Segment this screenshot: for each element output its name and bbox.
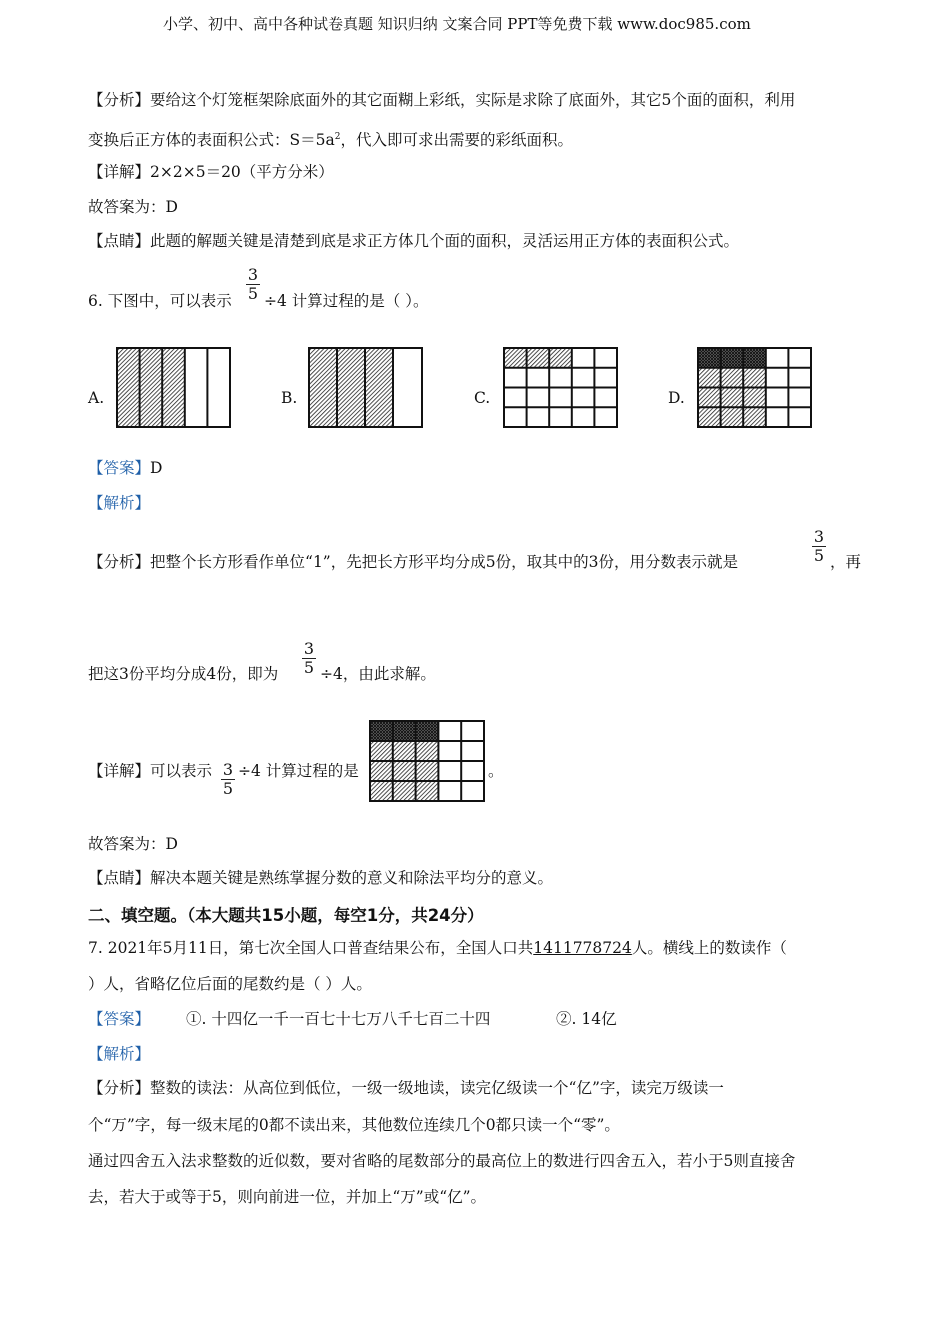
q6-analysis-fraction-2: $\frac{3}{5}$ (303, 639, 315, 677)
q7-analysis-4: 去，若大于或等于5，则向前进一位，并加上“万”或“亿”。 (88, 1188, 487, 1206)
q6-detail-fraction: $\frac{3}{5}$ (222, 760, 234, 798)
section-title: 二、填空题。（本大题共15小题，每空1分，共24分） (88, 906, 484, 925)
q5-answer-line: 故答案为：D (88, 198, 178, 216)
q6-fraction: $\frac{3}{5}$ (247, 265, 259, 303)
option-d-figure (697, 347, 813, 429)
q6-analysis-1: 【分析】把整个长方形看作单位“1”，先把长方形平均分成5份，取其中的3份，用分数表示就是 (88, 553, 738, 571)
q6-detail: 【详解】可以表示 (88, 762, 213, 780)
q6-prefix: 6. 下图中，可以表示 (88, 292, 232, 310)
q6-analysis-2: 把这3份平均分成4份，即为 (88, 665, 279, 683)
q6-answer: 【答案】D (88, 459, 163, 477)
option-b-figure (308, 347, 424, 429)
q5-analysis-2: 变换后正方体的表面积公式：$S=5a^2$，代入即可求出需要的彩纸面积。 (88, 131, 573, 150)
q7-line1: 7. 2021年5月11日，第七次全国人口普查结果公布，全国人口共1411778724人。横线上的数读作（ (88, 939, 787, 957)
q7-analysis-2: 个“万”字，每一级末尾的0都不读出来，其他数位连续几个0都只读一个“零”。 (88, 1116, 620, 1134)
q6-jiexi: 【解析】 (88, 494, 151, 512)
q6-analysis-fraction-1: $\frac{3}{5}$ (813, 527, 825, 565)
q6-tip: 【点睛】解决本题关键是熟练掌握分数的意义和除法平均分的意义。 (88, 869, 554, 887)
q5-analysis-1: 【分析】要给这个灯笼框架除底面外的其它面糊上彩纸，实际是求除了底面外，其它5个面的面积，利用 (88, 91, 796, 109)
q7-answer-1: ①. 十四亿一千一百七十七万八千七百二十四 (186, 1010, 491, 1028)
q6-analysis-2-end: ÷4，由此求解。 (320, 665, 436, 683)
option-b-label: B. (281, 389, 298, 407)
q7-answer-2: ②. 14亿 (556, 1010, 617, 1028)
q7-analysis-3: 通过四舍五入法求整数的近似数，要对省略的尾数部分的最高位上的数进行四舍五入，若小于5则直接舍 (88, 1152, 796, 1170)
q6-suffix: ÷4 计算过程的是（ ）。 (264, 292, 429, 310)
q6-detail-period: 。 (488, 762, 504, 780)
option-d-label: D. (668, 389, 685, 407)
option-a-label: A. (88, 389, 105, 407)
q6-detail-end: ÷4 计算过程的是 (238, 762, 359, 780)
option-a-figure (116, 347, 232, 429)
q7-analysis-1: 【分析】整数的读法：从高位到低位，一级一级地读，读完亿级读一个“亿”字，读完万级读一 (88, 1079, 724, 1097)
q7-line2: ）人，省略亿位后面的尾数约是（ ）人。 (88, 975, 372, 993)
q7-jiexi: 【解析】 (88, 1045, 151, 1063)
q6-analysis-1-end: ，再 (830, 553, 862, 571)
q5-analysis-label: 【分析】 (88, 91, 151, 109)
page-header: 小学、初中、高中各种试卷真题 知识归纳 文案合同 PPT等免费下载 www.doc985.com (163, 15, 751, 33)
q5-detail: 【详解】2×2×5＝20（平方分米） (88, 163, 334, 181)
detail-figure (369, 720, 486, 803)
option-c-label: C. (474, 389, 491, 407)
q5-tip: 【点睛】此题的解题关键是清楚到底是求正方体几个面的面积，灵活运用正方体的表面积公式。 (88, 232, 740, 250)
option-c-figure (503, 347, 619, 429)
q6-answer-line: 故答案为：D (88, 835, 178, 853)
q7-answer: 【答案】 (88, 1010, 151, 1028)
